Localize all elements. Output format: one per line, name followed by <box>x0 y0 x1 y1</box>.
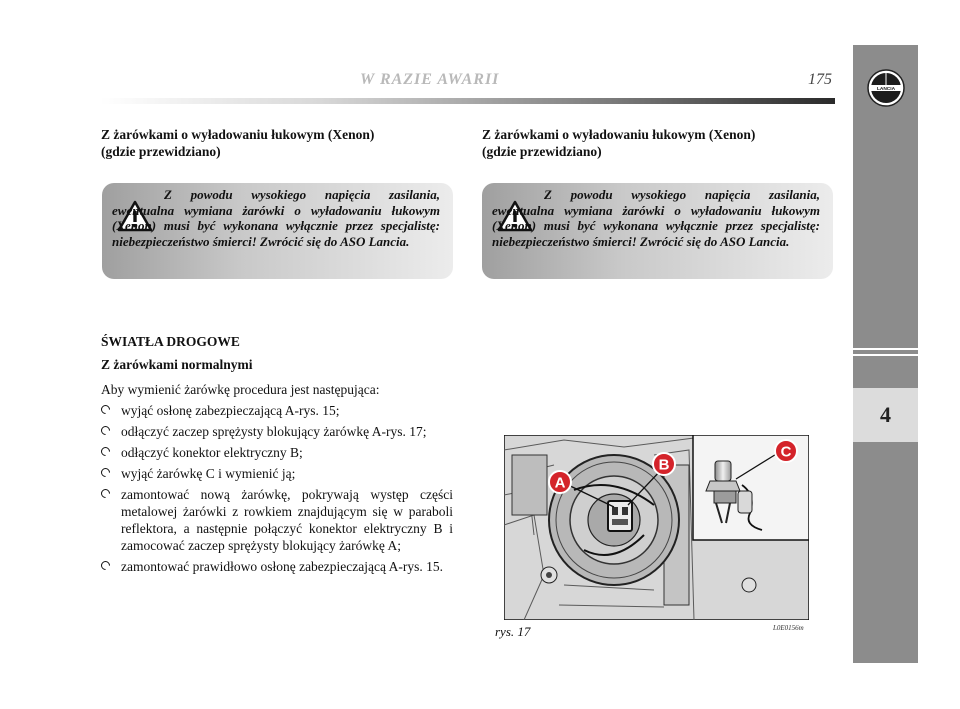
bullet-icon <box>99 466 112 479</box>
list-item: zamontować prawidłowo osłonę zabezpieczającą A-rys. 15. <box>101 558 453 575</box>
sidebar-divider <box>853 348 918 350</box>
chapter-sidebar <box>853 45 918 663</box>
chapter-tab[interactable]: 4 <box>853 388 918 442</box>
list-item: wyjąć osłonę zabezpieczającą A-rys. 15; <box>101 402 453 419</box>
label-b: B <box>658 456 670 474</box>
label-a: A <box>554 474 566 492</box>
procedure-steps <box>101 402 453 579</box>
list-item: zamontować nową żarówkę, pokrywają występ części metalowej żarówki z rowkiem znajdującym się w paraboli reflektora, a następnie połączyć konektor elektryczny B i zamocować zaczep sprężysty blokujący żarówkę A; <box>101 486 453 554</box>
figure-code: L0E0156m <box>773 624 804 632</box>
heading-line: Z żarówkami o wyładowaniu łukowym (Xenon) <box>101 127 375 142</box>
list-item: odłączyć konektor elektryczny B; <box>101 444 453 461</box>
xenon-heading-right <box>482 126 755 160</box>
header-rule <box>100 98 835 104</box>
label-a-icon <box>549 471 571 493</box>
chapter-title: W RAZIE AWARII <box>360 71 500 88</box>
label-b-icon <box>653 453 675 475</box>
figure-caption: rys. 17 <box>495 624 531 639</box>
warning-box-right <box>482 183 833 279</box>
warning-text: Z powodu wysokiego napięcia zasilania, ewentualna wymiana żarówki o wyładowaniu łukowym (Xenon) musi być wykonana wyłącznie przez specjalistę: niebezpieczeństwo śmierci! Zwrócić się do ASO Lancia. <box>112 187 440 249</box>
xenon-heading-left <box>101 126 374 160</box>
logo-text: LANCIA <box>876 87 896 92</box>
intro-text: Aby wymienić żarówkę procedura jest następująca: <box>101 382 380 397</box>
section-subtitle: Z żarówkami normalnymi <box>101 357 253 372</box>
label-c-icon <box>775 440 797 462</box>
headlight-figure <box>504 435 809 620</box>
bullet-icon <box>99 403 112 416</box>
warning-box-left <box>102 183 453 279</box>
heading-line: Z żarówkami o wyładowaniu łukowym (Xenon) <box>482 127 756 142</box>
heading-line: (gdzie przewidziano) <box>482 144 602 159</box>
warning-text: Z powodu wysokiego napięcia zasilania, ewentualna wymiana żarówki o wyładowaniu łukowym (Xenon) musi być wykonana wyłącznie przez specjalistę: niebezpieczeństwo śmierci! Zwrócić się do ASO Lancia. <box>492 187 820 249</box>
bullet-icon <box>99 445 112 458</box>
bullet-icon <box>99 487 112 500</box>
label-c: C <box>780 443 792 461</box>
section-title: ŚWIATŁA DROGOWE <box>101 334 240 349</box>
list-item: odłączyć zaczep sprężysty blokujący żarówkę A-rys. 17; <box>101 423 453 440</box>
page-number: 175 <box>808 71 832 88</box>
heading-line: (gdzie przewidziano) <box>101 144 221 159</box>
sidebar-divider <box>853 354 918 356</box>
lancia-logo-icon <box>866 68 906 108</box>
bullet-icon <box>99 424 112 437</box>
list-item: wyjąć żarówkę C i wymienić ją; <box>101 465 453 482</box>
bullet-icon <box>99 559 112 572</box>
